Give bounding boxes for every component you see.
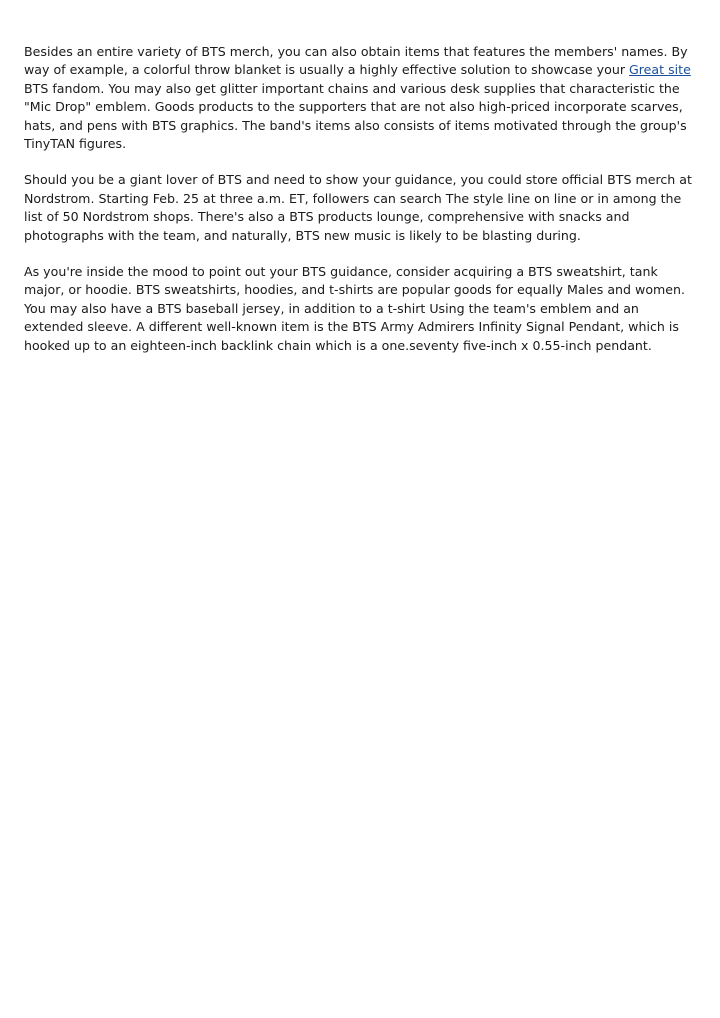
paragraph-3: As you're inside the mood to point out your BTS guidance, consider acquiring a BTS sweatshirt, tank major, or hoodie. BTS sweatshirts, hoodies, and t-shirts are popular goods for equally Males and women. You may also have a BTS baseball jersey, in addition to a t-shirt Using the team's emblem and an extended sleeve. A different well-known item is the BTS Army Admirers Infinity Signal Pendant, which is hooked up to an eighteen-inch backlink chain which is a one.seventy five-inch x 0.55-inch pendant. [24, 264, 686, 353]
paragraph-1 [24, 43, 698, 153]
paragraph-2: Should you be a giant lover of BTS and need to show your guidance, you could store official BTS merch at Nordstrom. Starting Feb. 25 at three a.m. ET, followers can search The style line on line or in among the list of 50 Nordstrom shops. There's also a BTS products lounge, comprehensive with snacks and photographs with the team, and naturally, BTS new music is likely to be blasting during. [24, 172, 692, 243]
paragraph-1-text-before-link: Besides an entire variety of BTS merch, you can also obtain items that features the members' names. By way of example, a colorful throw blanket is usually a highly effective solution to showcase your [24, 44, 688, 78]
document-body [24, 43, 698, 373]
great-site-link[interactable]: Great site [629, 62, 691, 78]
paragraph-1-text-after-link: BTS fandom. You may also get glitter important chains and various desk supplies that characteristic the "Mic Drop" emblem. Goods products to the supporters that are not also high-priced incorporate scarves, hats, and pens with BTS graphics. The band's items also consists of items motivated through the group's TinyTAN figures. [24, 80, 687, 152]
